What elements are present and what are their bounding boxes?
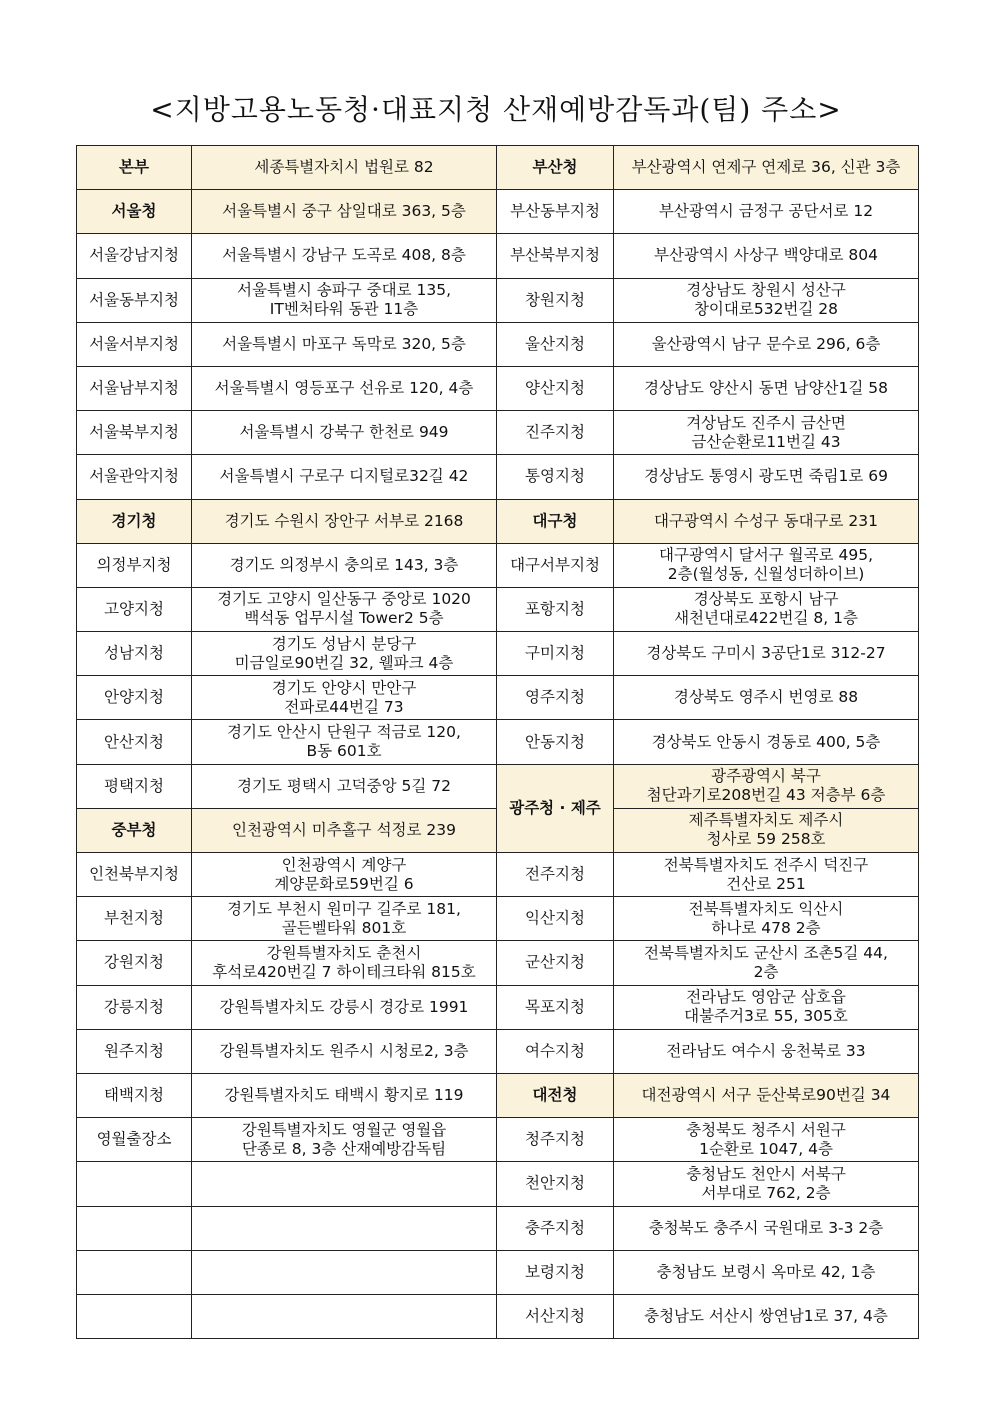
office-name: 안양지청 <box>77 676 192 720</box>
page-title: <지방고용노동청·대표지청 산재예방감독과(팀) 주소> <box>150 93 842 126</box>
office-address-table <box>76 145 919 1339</box>
office-name: 진주지청 <box>497 411 614 455</box>
office-name: 목포지청 <box>497 985 614 1029</box>
office-name: 의정부지청 <box>77 543 192 587</box>
office-name: 부천지청 <box>77 897 192 941</box>
office-name: 태백지청 <box>77 1073 192 1117</box>
office-name: 평택지청 <box>77 764 192 808</box>
office-address: 서울특별시 송파구 중대로 135, IT벤처타워 동관 11층 <box>192 278 497 322</box>
office-address <box>192 1162 497 1206</box>
office-address: 경기도 수원시 장안구 서부로 2168 <box>192 499 497 543</box>
office-name: 서산지청 <box>497 1294 614 1338</box>
office-name: 군산지청 <box>497 941 614 985</box>
office-name <box>77 1206 192 1250</box>
table-row <box>77 632 919 676</box>
office-name: 인천북부지청 <box>77 853 192 897</box>
office-address: 서울특별시 마포구 독막로 320, 5층 <box>192 322 497 366</box>
office-name <box>77 1250 192 1294</box>
office-name: 구미지청 <box>497 632 614 676</box>
table-row <box>77 897 919 941</box>
office-address: 경기도 평택시 고덕중앙 5길 72 <box>192 764 497 808</box>
table-row <box>77 676 919 720</box>
office-address: 서울특별시 구로구 디지털로32길 42 <box>192 455 497 499</box>
office-address: 울산광역시 남구 문수로 296, 6층 <box>614 322 919 366</box>
table-row <box>77 322 919 366</box>
office-name: 대구서부지청 <box>497 543 614 587</box>
table-row <box>77 278 919 322</box>
office-name: 울산지청 <box>497 322 614 366</box>
office-name: 광주청 · 제주 <box>497 764 614 852</box>
office-name: 영월출장소 <box>77 1118 192 1162</box>
table-row <box>77 1118 919 1162</box>
office-name: 서울남부지청 <box>77 366 192 410</box>
office-address: 서울특별시 중구 삼일대로 363, 5층 <box>192 190 497 234</box>
office-name: 영주지청 <box>497 676 614 720</box>
office-address: 경상북도 포항시 남구 새천년대로422번길 8, 1층 <box>614 587 919 631</box>
office-name: 천안지청 <box>497 1162 614 1206</box>
office-name: 서울관악지청 <box>77 455 192 499</box>
office-name: 성남지청 <box>77 632 192 676</box>
office-address <box>192 1206 497 1250</box>
office-address: 강원특별자치도 원주시 시청로2, 3층 <box>192 1029 497 1073</box>
office-address <box>192 1250 497 1294</box>
office-name: 서울청 <box>77 190 192 234</box>
office-address: 전북특별자치도 익산시 하나로 478 2층 <box>614 897 919 941</box>
office-address: 대전광역시 서구 둔산북로90번길 34 <box>614 1073 919 1117</box>
table-row <box>77 1206 919 1250</box>
office-address: 강원특별자치도 영월군 영월읍 단종로 8, 3층 산재예방감독팀 <box>192 1118 497 1162</box>
office-address: 전라남도 영암군 삼호읍 대불주거3로 55, 305호 <box>614 985 919 1029</box>
office-name: 본부 <box>77 146 192 190</box>
office-address: 전북특별자치도 군산시 조촌5길 44, 2층 <box>614 941 919 985</box>
office-name <box>77 1162 192 1206</box>
table-row <box>77 941 919 985</box>
office-name: 양산지청 <box>497 366 614 410</box>
office-name: 익산지청 <box>497 897 614 941</box>
office-address: 경기도 성남시 분당구 미금일로90번길 32, 웰파크 4층 <box>192 632 497 676</box>
office-name: 안산지청 <box>77 720 192 764</box>
table-row <box>77 764 919 808</box>
table-row <box>77 853 919 897</box>
table-row <box>77 1294 919 1338</box>
office-address: 강원특별자치도 태백시 황지로 119 <box>192 1073 497 1117</box>
office-name: 부산동부지청 <box>497 190 614 234</box>
table-row <box>77 1029 919 1073</box>
office-name: 대구청 <box>497 499 614 543</box>
office-address: 강원특별자치도 춘천시 후석로420번길 7 하이테크타워 815호 <box>192 941 497 985</box>
office-address: 경상남도 통영시 광도면 죽림1로 69 <box>614 455 919 499</box>
office-address: 겨상남도 진주시 금산면 금산순환로11번길 43 <box>614 411 919 455</box>
office-name: 강원지청 <box>77 941 192 985</box>
table-row <box>77 190 919 234</box>
office-name: 충주지청 <box>497 1206 614 1250</box>
office-address: 인천광역시 계양구 계양문화로59번길 6 <box>192 853 497 897</box>
office-name: 원주지청 <box>77 1029 192 1073</box>
office-address: 충청북도 충주시 국원대로 3-3 2층 <box>614 1206 919 1250</box>
office-address: 강원특별자치도 강릉시 경강로 1991 <box>192 985 497 1029</box>
office-address: 제주특별자치도 제주시 청사로 59 258호 <box>614 808 919 852</box>
office-name: 서울강남지청 <box>77 234 192 278</box>
office-address: 인천광역시 미추홀구 석정로 239 <box>192 808 497 852</box>
office-name: 중부청 <box>77 808 192 852</box>
table-row <box>77 587 919 631</box>
table-row <box>77 543 919 587</box>
table-row <box>77 1162 919 1206</box>
office-name <box>77 1294 192 1338</box>
office-address: 부산광역시 금정구 공단서로 12 <box>614 190 919 234</box>
office-address <box>192 1294 497 1338</box>
office-name: 고양지청 <box>77 587 192 631</box>
office-address: 충청남도 천안시 서북구 서부대로 762, 2층 <box>614 1162 919 1206</box>
table-row <box>77 1073 919 1117</box>
table-row <box>77 366 919 410</box>
office-address: 세종특별자치시 법원로 82 <box>192 146 497 190</box>
office-name: 서울동부지청 <box>77 278 192 322</box>
table-row <box>77 985 919 1029</box>
office-name: 청주지청 <box>497 1118 614 1162</box>
office-name: 강릉지청 <box>77 985 192 1029</box>
office-name: 서울서부지청 <box>77 322 192 366</box>
table-row <box>77 146 919 190</box>
office-address: 대구광역시 달서구 월곡로 495, 2층(월성동, 신월성더하이브) <box>614 543 919 587</box>
office-address: 경기도 안양시 만안구 전파로44번길 73 <box>192 676 497 720</box>
office-address: 광주광역시 북구 첨단과기로208번길 43 저층부 6층 <box>614 764 919 808</box>
office-address: 경상북도 안동시 경동로 400, 5층 <box>614 720 919 764</box>
office-name: 경기청 <box>77 499 192 543</box>
office-address: 경기도 안산시 단원구 적금로 120, B동 601호 <box>192 720 497 764</box>
office-name: 여수지청 <box>497 1029 614 1073</box>
table-row <box>77 1250 919 1294</box>
office-address: 경상북도 구미시 3공단1로 312-27 <box>614 632 919 676</box>
office-address: 충청북도 청주시 서원구 1순환로 1047, 4층 <box>614 1118 919 1162</box>
office-address: 경상남도 창원시 성산구 창이대로532번길 28 <box>614 278 919 322</box>
table-row <box>77 455 919 499</box>
office-address: 경기도 부천시 원미구 길주로 181, 골든벨타워 801호 <box>192 897 497 941</box>
office-address: 충청남도 서산시 쌍연남1로 37, 4층 <box>614 1294 919 1338</box>
office-address: 서울특별시 강북구 한천로 949 <box>192 411 497 455</box>
office-address: 경기도 고양시 일산동구 중앙로 1020 백석동 업무시설 Tower2 5층 <box>192 587 497 631</box>
table-row <box>77 234 919 278</box>
office-name: 부산북부지청 <box>497 234 614 278</box>
office-address: 서울특별시 강남구 도곡로 408, 8층 <box>192 234 497 278</box>
office-name: 대전청 <box>497 1073 614 1117</box>
table-row <box>77 720 919 764</box>
office-name: 포항지청 <box>497 587 614 631</box>
office-address: 대구광역시 수성구 동대구로 231 <box>614 499 919 543</box>
table-body <box>77 146 919 1339</box>
office-address: 경기도 의정부시 충의로 143, 3층 <box>192 543 497 587</box>
office-name: 창원지청 <box>497 278 614 322</box>
office-address: 부산광역시 연제구 연제로 36, 신관 3층 <box>614 146 919 190</box>
office-name: 통영지청 <box>497 455 614 499</box>
office-address: 부산광역시 사상구 백양대로 804 <box>614 234 919 278</box>
table-row <box>77 499 919 543</box>
office-address: 충청남도 보령시 옥마로 42, 1층 <box>614 1250 919 1294</box>
office-address: 경상남도 양산시 동면 남양산1길 58 <box>614 366 919 410</box>
office-name: 보령지청 <box>497 1250 614 1294</box>
office-address: 전라남도 여수시 웅천북로 33 <box>614 1029 919 1073</box>
table-row <box>77 411 919 455</box>
office-address: 전북특별자치도 전주시 덕진구 건산로 251 <box>614 853 919 897</box>
office-address: 서울특별시 영등포구 선유로 120, 4층 <box>192 366 497 410</box>
office-name: 부산청 <box>497 146 614 190</box>
office-name: 안동지청 <box>497 720 614 764</box>
office-name: 서울북부지청 <box>77 411 192 455</box>
office-address: 경상북도 영주시 번영로 88 <box>614 676 919 720</box>
office-name: 전주지청 <box>497 853 614 897</box>
